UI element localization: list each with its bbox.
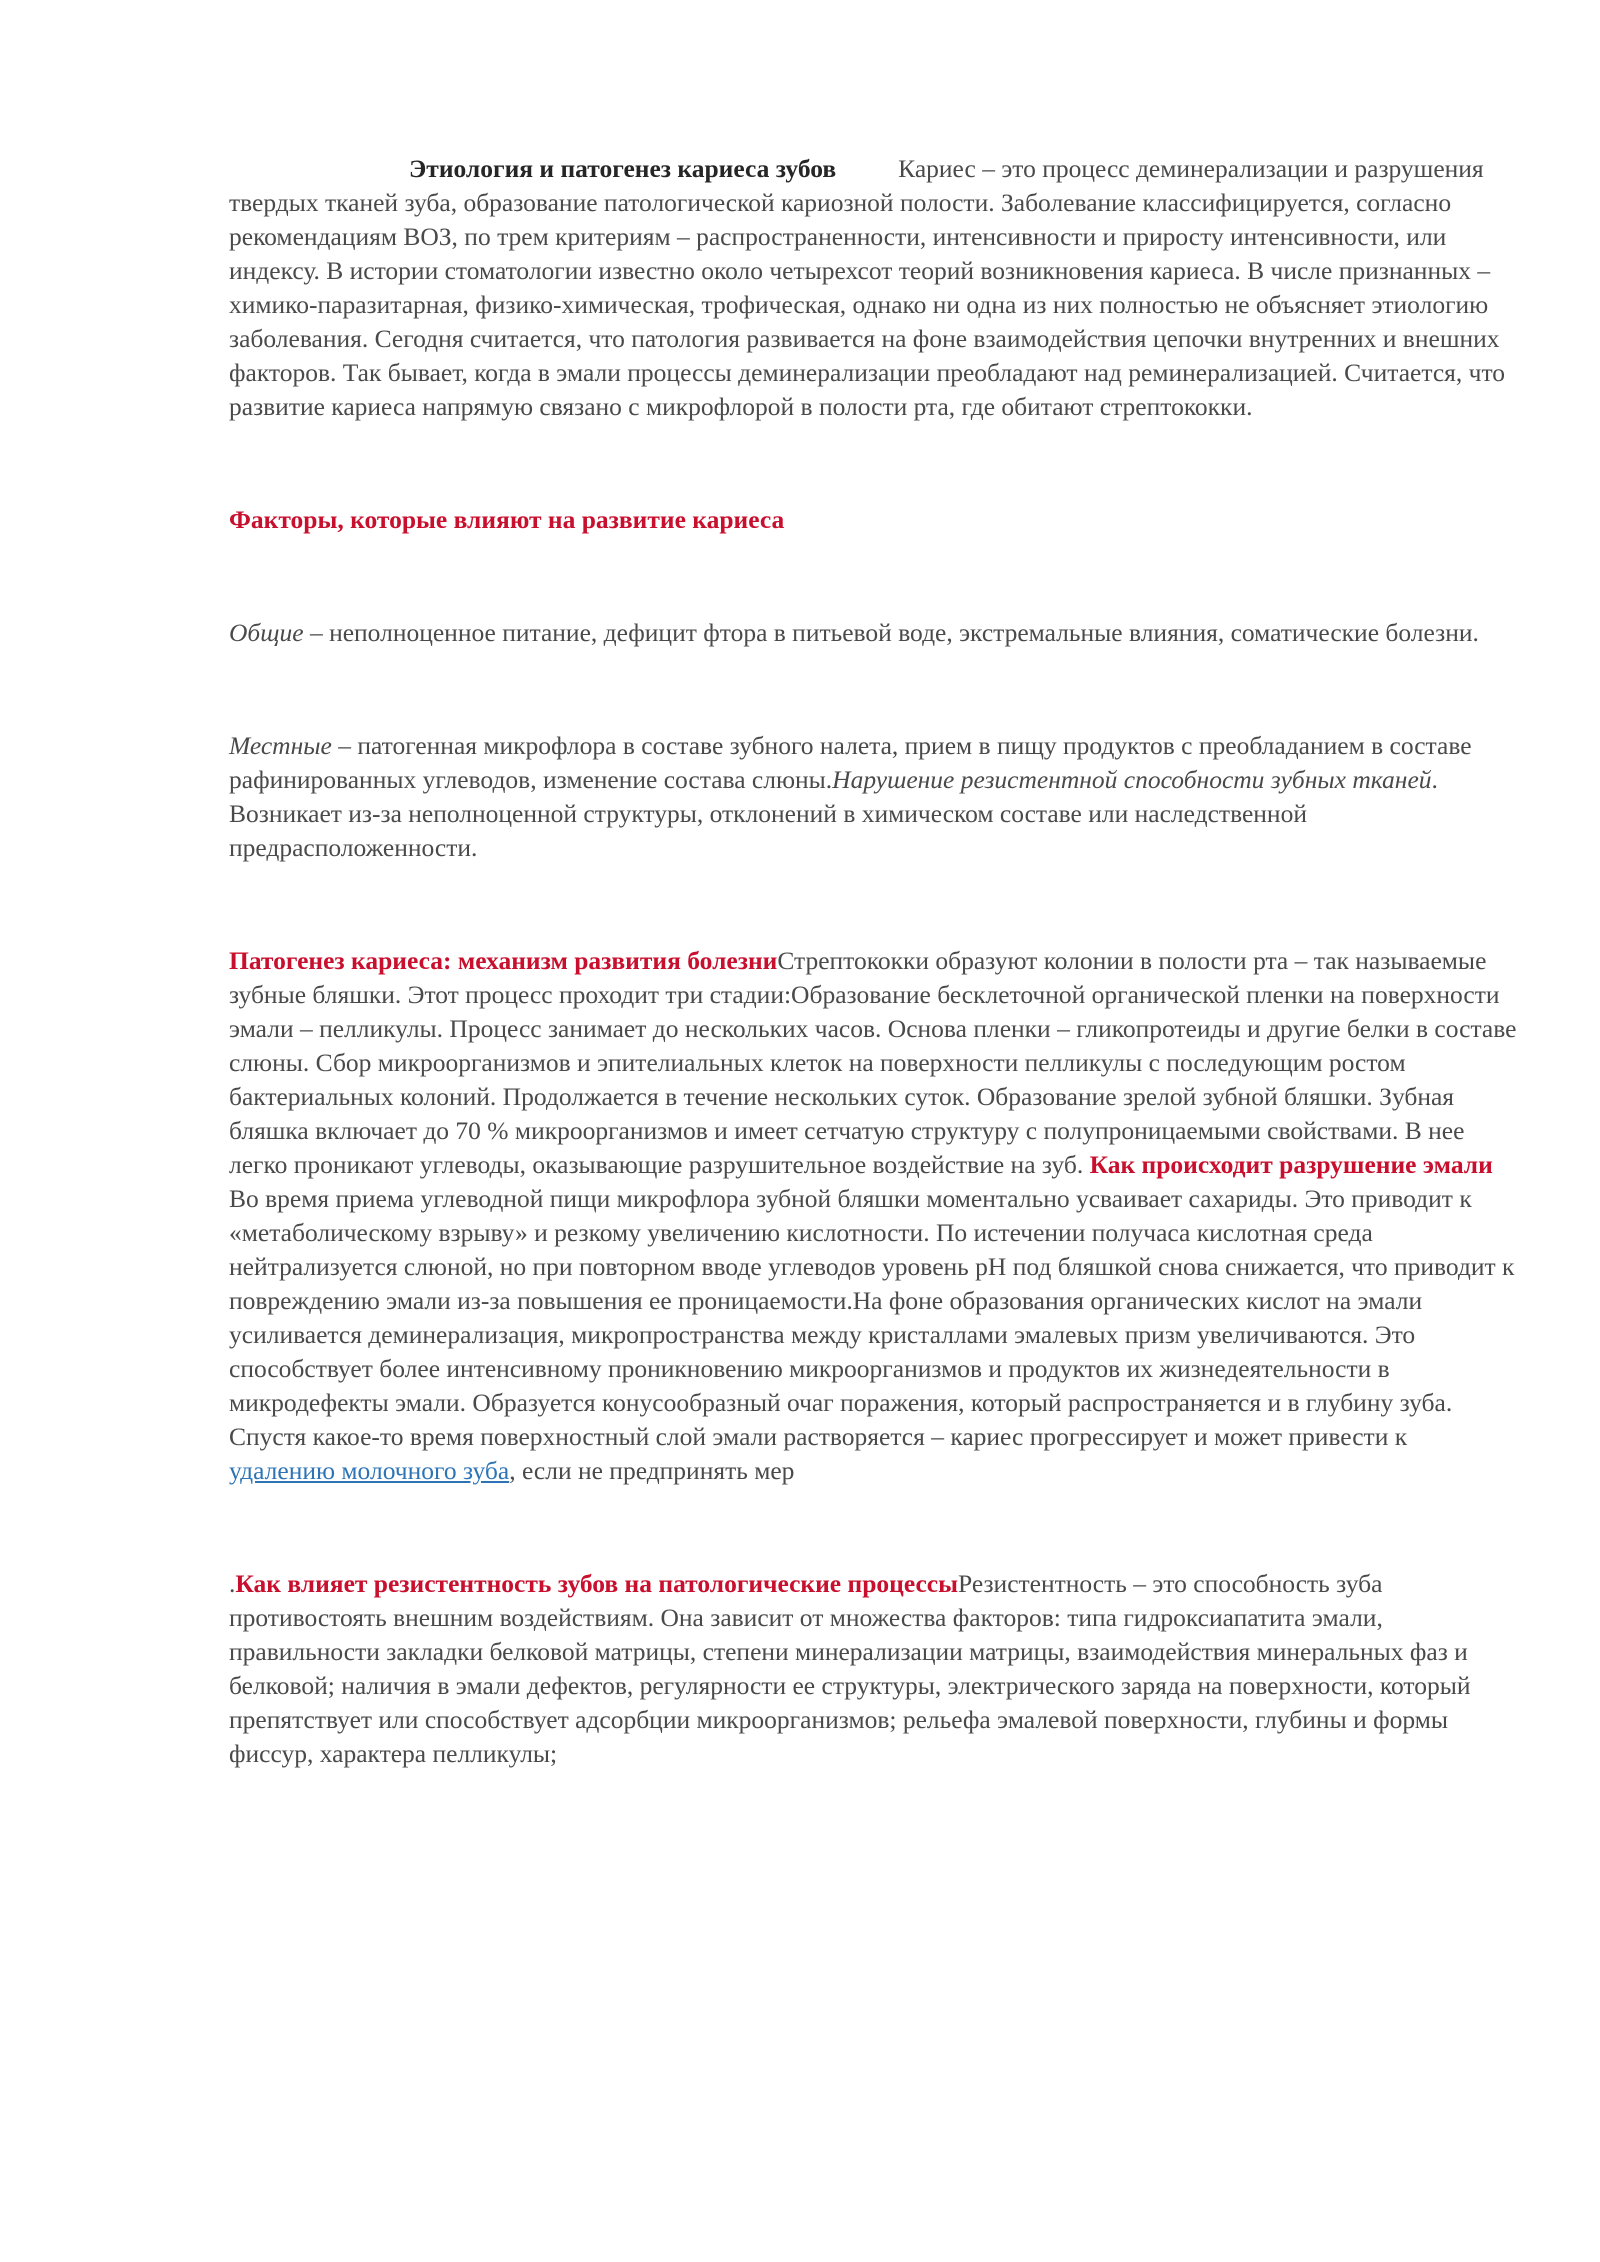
factors-heading: Факторы, которые влияют на развитие кариеса [229,505,785,534]
local-label: Местные [229,731,332,760]
intro-text: Кариес – это процесс деминерализации и разрушения твердых тканей зуба, образование патологической кариозной полости. Заболевание классифицируется, согласно рекомендациям ВОЗ, по трем критериям – распространенности, интенсивности и приросту интенсивности, или индексу. В истории стоматологии известно около четырехсот теорий возникновения кариеса. В числе признанных – химико-паразитарная, физико-химическая, трофическая, однако ни одна из них полностью не объясняет этиологию заболевания. Сегодня считается, что патология развивается на фоне взаимодействия цепочки внутренних и внешних факторов. Так бывает, когда в эмали процессы деминерализации преобладают над реминерализацией. Считается, что развитие кариеса напрямую связано с микрофлорой в полости рта, где обитают стрептококки. [229,154,1506,421]
milk-tooth-removal-link[interactable]: удалению молочного зуба [229,1456,510,1485]
intro-paragraph [229,152,1519,424]
pathogenesis-heading: Патогенез кариеса: механизм развития болезни [229,946,778,975]
general-factors-paragraph [229,616,1519,650]
intro-title: Этиология и патогенез кариеса зубов [409,154,837,183]
resistance-paragraph [229,1567,1519,1771]
general-label: Общие [229,618,304,647]
general-text: – неполноценное питание, дефицит фтора в питьевой воде, экстремальные влияния, соматические болезни. [303,618,1479,647]
enamel-tail-text: , если не предпринять мер [509,1456,795,1485]
pathogenesis-text: Стрептококки образуют колонии в полости рта – так называемые зубные бляшки. Этот процесс проходит три стадии:Образование бесклеточной органической пленки на поверхности эмали – пелликулы. Процесс занимает до нескольких часов. Основа пленки – гликопротеиды и другие белки в составе слюны. Сбор микроорганизмов и эпителиальных клеток на поверхности пелликулы с последующим ростом бактериальных колоний. Продолжается в течение нескольких суток. Образование зрелой зубной бляшки. Зубная бляшка включает до 70 % микроорганизмов и имеет сетчатую структуру с полупроницаемыми свойствами. В нее легко проникают углеводы, оказывающие разрушительное воздействие на зуб. [229,946,1517,1179]
document-page [229,152,1519,1771]
resistance-heading: Как влияет резистентность зубов на патологические процессы [235,1569,958,1598]
local-text: – патогенная микрофлора в составе зубного налета, прием в пищу продуктов с преобладанием в составе рафинированных углеводов, изменение состава слюны. [229,731,1472,794]
resistance-text: . Возникает из-за неполноценной структуры, отклонений в химическом составе или наследственной предрасположенности. [229,765,1438,862]
local-factors-paragraph [229,729,1519,865]
leading-dot: . [229,1569,236,1598]
pathogenesis-paragraph [229,944,1519,1488]
enamel-heading: Как происходит разрушение эмали [1089,1150,1493,1179]
enamel-text: Во время приема углеводной пищи микрофлора зубной бляшки моментально усваивает сахариды. Это приводит к «метаболическому взрыву» и резкому увеличению кислотности. По истечении получаса кислотная среда нейтрализуется слюной, но при повторном вводе углеводов уровень pH под бляшкой снова снижается, что приводит к повреждению эмали из-за повышения ее проницаемости.На фоне образования органических кислот на эмали усиливается деминерализация, микропространства между кристаллами эмалевых призм увеличиваются. Это способствует более интенсивному проникновению микроорганизмов и продуктов их жизнедеятельности в микродефекты эмали. Образуется конусообразный очаг поражения, который распространяется и в глубину зуба. Спустя какое-то время поверхностный слой эмали растворяется – кариес прогрессирует и может привести к [229,1184,1515,1451]
resistance-label: Нарушение резистентной способности зубных тканей [832,765,1432,794]
resistance-body: Резистентность – это способность зуба противостоять внешним воздействиям. Она зависит от множества факторов: типа гидроксиапатита эмали, правильности закладки белковой матрицы, степени минерализации матрицы, взаимодействия минеральных фаз и белковой; наличия в эмали дефектов, регулярности ее структуры, электрического заряда на поверхности, который препятствует или способствует адсорбции микроорганизмов; рельефа эмалевой поверхности, глубины и формы фиссур, характера пелликулы; [229,1569,1471,1768]
